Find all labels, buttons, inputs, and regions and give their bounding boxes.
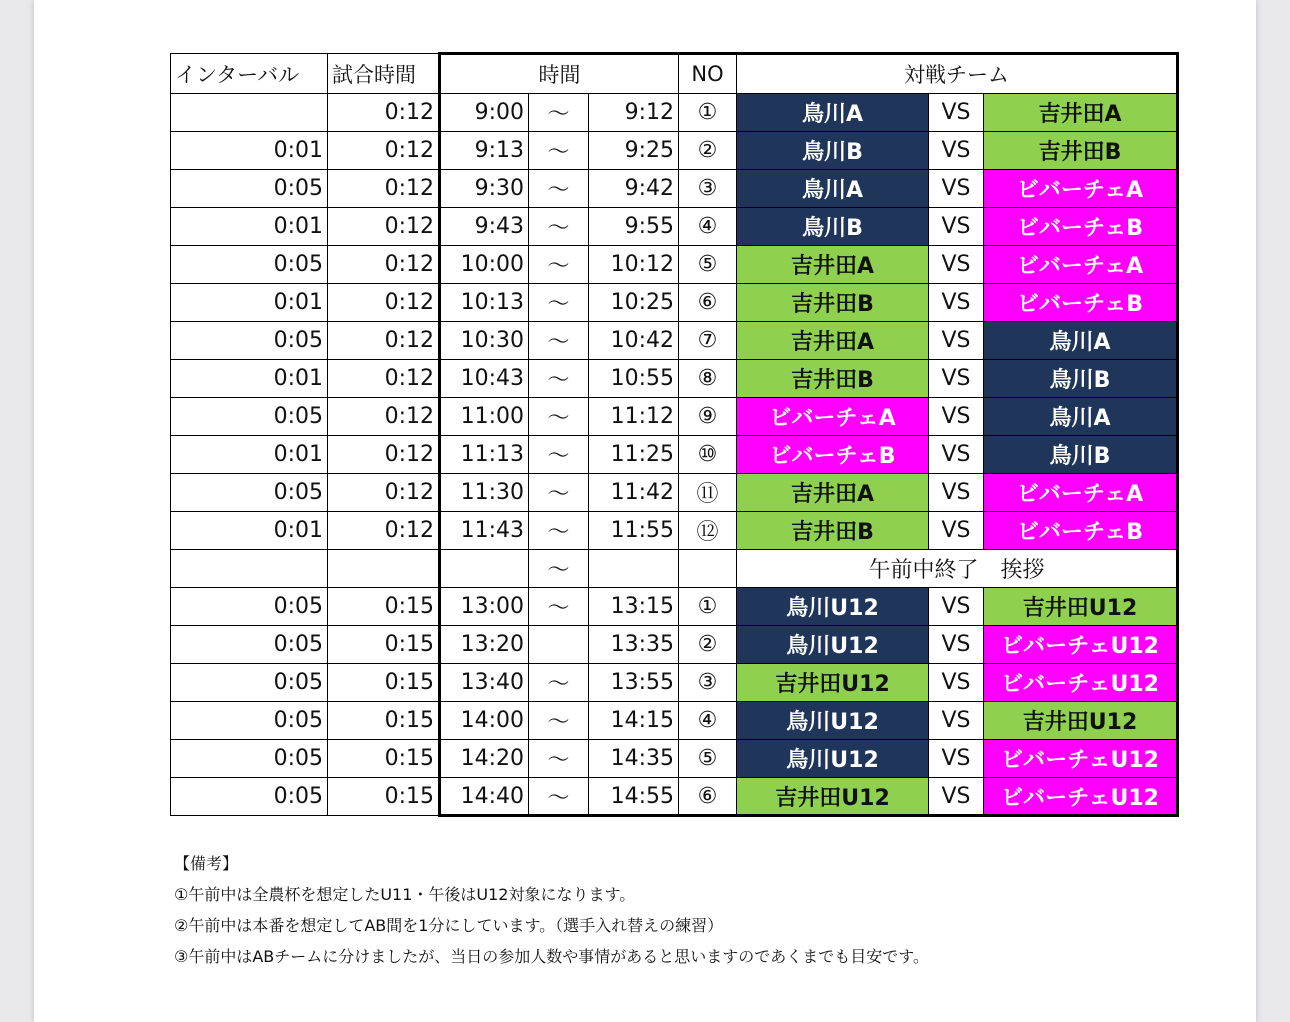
end-time-cell: 9:42	[589, 170, 679, 208]
match-row	[171, 664, 1178, 702]
tilde-cell: 〜	[529, 664, 589, 702]
vs-cell: VS	[929, 702, 984, 740]
match-time-cell: 0:12	[328, 132, 440, 170]
tilde-cell: 〜	[529, 94, 589, 132]
team1-cell: ビバーチェA	[737, 398, 929, 436]
team1-cell: 吉井田A	[737, 322, 929, 360]
tilde-cell: 〜	[529, 778, 589, 816]
team1-cell: ビバーチェB	[737, 436, 929, 474]
end-time-cell: 11:42	[589, 474, 679, 512]
match-no-cell: ⑨	[679, 398, 737, 436]
interval-cell: 0:05	[171, 170, 328, 208]
team2-cell: 吉井田U12	[984, 702, 1178, 740]
team1-cell: 吉井田B	[737, 360, 929, 398]
match-time-cell: 0:12	[328, 284, 440, 322]
vs-cell: VS	[929, 208, 984, 246]
end-time-cell: 10:25	[589, 284, 679, 322]
notes-title: 【備考】	[174, 854, 239, 873]
match-row	[171, 322, 1178, 360]
team2-cell: ビバーチェA	[984, 170, 1178, 208]
match-time-cell	[328, 550, 440, 588]
interval-cell: 0:01	[171, 436, 328, 474]
match-time-cell: 0:15	[328, 626, 440, 664]
team2-cell: 鳥川A	[984, 398, 1178, 436]
match-no-cell: ③	[679, 664, 737, 702]
header-no: NO	[679, 54, 737, 94]
team1-cell: 鳥川U12	[737, 626, 929, 664]
lunch-text-cell: 午前中終了 挨拶	[737, 550, 1178, 588]
tilde-cell: 〜	[529, 284, 589, 322]
end-time-cell: 14:35	[589, 740, 679, 778]
end-time-cell: 11:12	[589, 398, 679, 436]
vs-cell: VS	[929, 398, 984, 436]
match-time-cell: 0:12	[328, 474, 440, 512]
match-time-cell: 0:12	[328, 246, 440, 284]
tilde-cell: 〜	[529, 322, 589, 360]
team1-cell: 鳥川U12	[737, 588, 929, 626]
vs-cell: VS	[929, 284, 984, 322]
interval-cell: 0:05	[171, 588, 328, 626]
start-time-cell	[440, 550, 529, 588]
match-row	[171, 170, 1178, 208]
match-no-cell: ①	[679, 588, 737, 626]
tilde-cell: 〜	[529, 246, 589, 284]
vs-cell: VS	[929, 778, 984, 816]
start-time-cell: 14:00	[440, 702, 529, 740]
match-time-cell: 0:12	[328, 208, 440, 246]
team1-cell: 鳥川B	[737, 208, 929, 246]
team2-cell: ビバーチェB	[984, 512, 1178, 550]
interval-cell	[171, 94, 328, 132]
match-time-cell: 0:15	[328, 664, 440, 702]
interval-cell: 0:01	[171, 360, 328, 398]
match-time-cell: 0:12	[328, 170, 440, 208]
schedule-table	[170, 52, 1179, 817]
match-no-cell: ⑫	[679, 512, 737, 550]
match-no-cell: ②	[679, 626, 737, 664]
tilde-cell: 〜	[529, 132, 589, 170]
match-time-cell: 0:12	[328, 360, 440, 398]
team2-cell: ビバーチェB	[984, 208, 1178, 246]
match-row	[171, 512, 1178, 550]
header-interval: インターバル	[171, 54, 328, 94]
team2-cell: 鳥川A	[984, 322, 1178, 360]
match-row	[171, 588, 1178, 626]
end-time-cell: 13:55	[589, 664, 679, 702]
team2-cell: ビバーチェU12	[984, 626, 1178, 664]
end-time-cell: 9:12	[589, 94, 679, 132]
start-time-cell: 11:00	[440, 398, 529, 436]
interval-cell: 0:01	[171, 208, 328, 246]
header-teams: 対戦チーム	[737, 54, 1178, 94]
vs-cell: VS	[929, 132, 984, 170]
tilde-cell: 〜	[529, 512, 589, 550]
match-time-cell: 0:12	[328, 436, 440, 474]
end-time-cell: 9:25	[589, 132, 679, 170]
match-row	[171, 398, 1178, 436]
match-time-cell: 0:15	[328, 702, 440, 740]
match-no-cell: ①	[679, 94, 737, 132]
match-row	[171, 778, 1178, 816]
interval-cell: 0:05	[171, 322, 328, 360]
team2-cell: 吉井田B	[984, 132, 1178, 170]
lunch-row	[171, 550, 1178, 588]
match-time-cell: 0:15	[328, 588, 440, 626]
end-time-cell: 11:25	[589, 436, 679, 474]
start-time-cell: 9:43	[440, 208, 529, 246]
vs-cell: VS	[929, 474, 984, 512]
match-no-cell: ⑥	[679, 778, 737, 816]
match-row	[171, 360, 1178, 398]
end-time-cell: 14:15	[589, 702, 679, 740]
match-no-cell: ⑩	[679, 436, 737, 474]
notes-section	[174, 848, 929, 972]
tilde-cell: 〜	[529, 170, 589, 208]
header-row	[171, 54, 1178, 94]
team1-cell: 鳥川U12	[737, 740, 929, 778]
interval-cell	[171, 550, 328, 588]
vs-cell: VS	[929, 664, 984, 702]
match-no-cell: ⑪	[679, 474, 737, 512]
match-row	[171, 94, 1178, 132]
end-time-cell: 13:35	[589, 626, 679, 664]
team2-cell: ビバーチェU12	[984, 740, 1178, 778]
document-page	[34, 0, 1256, 1022]
vs-cell: VS	[929, 436, 984, 474]
start-time-cell: 13:20	[440, 626, 529, 664]
interval-cell: 0:01	[171, 132, 328, 170]
match-no-cell: ④	[679, 208, 737, 246]
start-time-cell: 11:30	[440, 474, 529, 512]
team2-cell: ビバーチェU12	[984, 664, 1178, 702]
tilde-cell: 〜	[529, 436, 589, 474]
tilde-cell: 〜	[529, 740, 589, 778]
start-time-cell: 14:20	[440, 740, 529, 778]
end-time-cell: 10:42	[589, 322, 679, 360]
team2-cell: ビバーチェA	[984, 474, 1178, 512]
note-item-1: ①午前中は全農杯を想定したU11・午後はU12対象になります。	[174, 885, 636, 904]
team1-cell: 吉井田U12	[737, 664, 929, 702]
header-time: 時間	[440, 54, 679, 94]
team2-cell: ビバーチェB	[984, 284, 1178, 322]
vs-cell: VS	[929, 322, 984, 360]
start-time-cell: 14:40	[440, 778, 529, 816]
vs-cell: VS	[929, 360, 984, 398]
team1-cell: 吉井田B	[737, 284, 929, 322]
tilde-cell: 〜	[529, 702, 589, 740]
match-no-cell: ⑦	[679, 322, 737, 360]
team1-cell: 吉井田A	[737, 246, 929, 284]
match-no-cell: ⑤	[679, 246, 737, 284]
tilde-cell: 〜	[529, 474, 589, 512]
start-time-cell: 9:30	[440, 170, 529, 208]
interval-cell: 0:05	[171, 398, 328, 436]
tilde-cell: 〜	[529, 588, 589, 626]
match-no-cell: ⑧	[679, 360, 737, 398]
match-row	[171, 702, 1178, 740]
interval-cell: 0:05	[171, 702, 328, 740]
vs-cell: VS	[929, 512, 984, 550]
match-row	[171, 436, 1178, 474]
interval-cell: 0:05	[171, 778, 328, 816]
interval-cell: 0:05	[171, 474, 328, 512]
start-time-cell: 10:43	[440, 360, 529, 398]
interval-cell: 0:01	[171, 284, 328, 322]
match-row	[171, 284, 1178, 322]
match-row	[171, 208, 1178, 246]
tilde-cell: 〜	[529, 360, 589, 398]
tilde-cell: 〜	[529, 398, 589, 436]
end-time-cell: 10:12	[589, 246, 679, 284]
start-time-cell: 11:43	[440, 512, 529, 550]
interval-cell: 0:05	[171, 740, 328, 778]
team2-cell: 吉井田U12	[984, 588, 1178, 626]
team2-cell: 吉井田A	[984, 94, 1178, 132]
match-no-cell: ②	[679, 132, 737, 170]
match-time-cell: 0:12	[328, 398, 440, 436]
interval-cell: 0:05	[171, 246, 328, 284]
note-item-2: ②午前中は本番を想定してAB間を1分にしています。（選手入れ替えの練習）	[174, 916, 724, 935]
match-row	[171, 626, 1178, 664]
end-time-cell: 10:55	[589, 360, 679, 398]
match-time-cell: 0:12	[328, 322, 440, 360]
start-time-cell: 9:13	[440, 132, 529, 170]
match-time-cell: 0:15	[328, 778, 440, 816]
end-time-cell: 11:55	[589, 512, 679, 550]
start-time-cell: 13:40	[440, 664, 529, 702]
start-time-cell: 13:00	[440, 588, 529, 626]
vs-cell: VS	[929, 626, 984, 664]
team1-cell: 鳥川U12	[737, 702, 929, 740]
interval-cell: 0:05	[171, 664, 328, 702]
tilde-cell: 〜	[529, 208, 589, 246]
match-no-cell: ⑥	[679, 284, 737, 322]
match-no-cell: ⑤	[679, 740, 737, 778]
vs-cell: VS	[929, 94, 984, 132]
start-time-cell: 10:00	[440, 246, 529, 284]
team1-cell: 鳥川A	[737, 170, 929, 208]
end-time-cell	[589, 550, 679, 588]
header-match-time: 試合時間	[328, 54, 440, 94]
interval-cell: 0:05	[171, 626, 328, 664]
vs-cell: VS	[929, 246, 984, 284]
match-time-cell: 0:12	[328, 94, 440, 132]
start-time-cell: 9:00	[440, 94, 529, 132]
team1-cell: 鳥川B	[737, 132, 929, 170]
match-time-cell: 0:15	[328, 740, 440, 778]
team1-cell: 鳥川A	[737, 94, 929, 132]
match-no-cell	[679, 550, 737, 588]
end-time-cell: 13:15	[589, 588, 679, 626]
start-time-cell: 11:13	[440, 436, 529, 474]
match-time-cell: 0:12	[328, 512, 440, 550]
end-time-cell: 9:55	[589, 208, 679, 246]
team2-cell: 鳥川B	[984, 360, 1178, 398]
tilde-cell	[529, 626, 589, 664]
match-row	[171, 132, 1178, 170]
vs-cell: VS	[929, 588, 984, 626]
team2-cell: ビバーチェU12	[984, 778, 1178, 816]
match-no-cell: ④	[679, 702, 737, 740]
match-no-cell: ③	[679, 170, 737, 208]
interval-cell: 0:01	[171, 512, 328, 550]
start-time-cell: 10:13	[440, 284, 529, 322]
team1-cell: 吉井田B	[737, 512, 929, 550]
team1-cell: 吉井田A	[737, 474, 929, 512]
vs-cell: VS	[929, 740, 984, 778]
team1-cell: 吉井田U12	[737, 778, 929, 816]
team2-cell: ビバーチェA	[984, 246, 1178, 284]
start-time-cell: 10:30	[440, 322, 529, 360]
match-row	[171, 740, 1178, 778]
schedule-body	[171, 54, 1178, 816]
note-item-3: ③午前中はABチームに分けましたが、当日の参加人数や事情があると思いますのであくまでも目安です。	[174, 947, 929, 966]
team2-cell: 鳥川B	[984, 436, 1178, 474]
tilde-cell: 〜	[529, 550, 589, 588]
match-row	[171, 246, 1178, 284]
end-time-cell: 14:55	[589, 778, 679, 816]
vs-cell: VS	[929, 170, 984, 208]
match-row	[171, 474, 1178, 512]
